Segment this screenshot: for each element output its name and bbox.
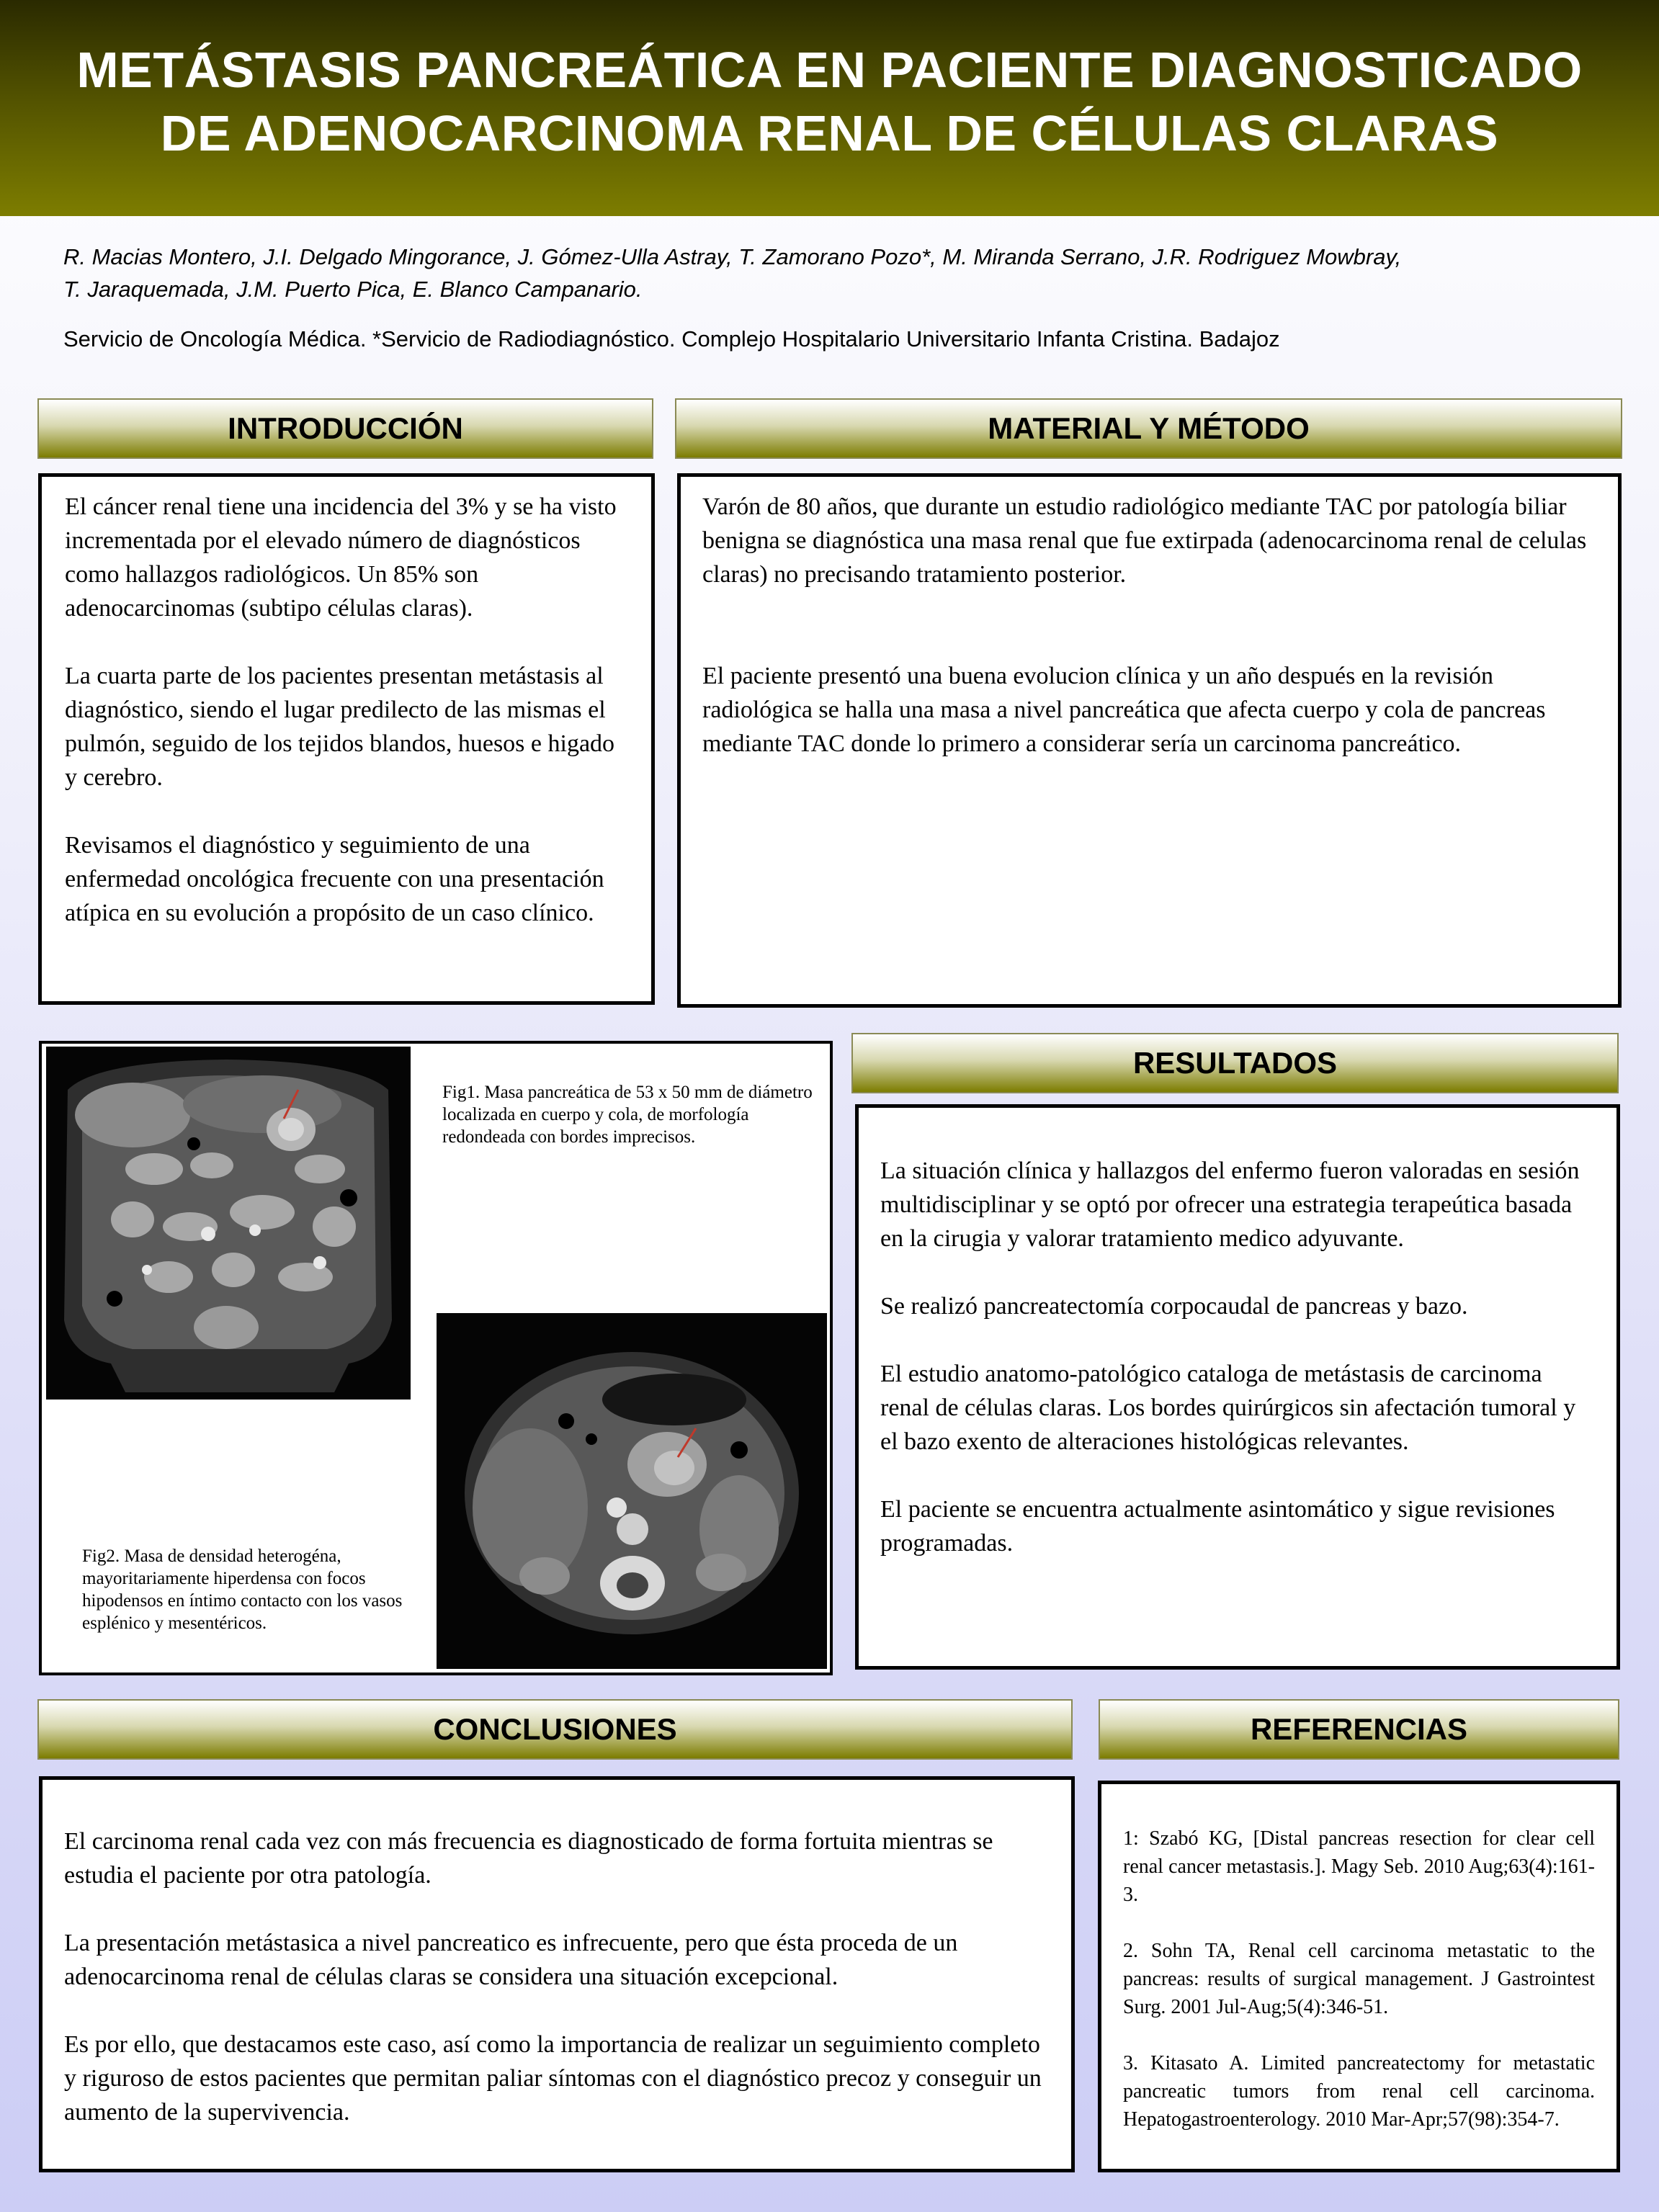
axial-ct-image [437,1313,827,1669]
coronal-ct-image [46,1047,411,1400]
authors-line-2: T. Jaraquemada, J.M. Puerto Pica, E. Blanco Campanario. [63,277,643,302]
results-paragraph-3: El estudio anatomo-patológico cataloga de metástasis de carcinoma renal de células claras. Los bordes quirúrgicos sin afectación tumoral y el bazo exento de alteraciones histológicas relevantes. [880,1361,1576,1455]
reference-3: 3. Kitasato A. Limited pancreatectomy for metastatic pancreatic tumors from renal cell carcinoma. Hepatogastroenterology. 2010 Mar-Apr;57(98):354-7. [1123,2052,1595,2131]
results-box [855,1104,1620,1670]
fig2-caption: Fig2. Masa de densidad heterogéna, mayoritariamente hiperdensa con focos hipodensos en íntimo contacto con los vasos esplénico y mesentéricos. [82,1546,403,1633]
results-paragraph-4: El paciente se encuentra actualmente asintomático y sigue revisiones programadas. [880,1496,1555,1557]
methods-heading: MATERIAL Y MÉTODO [675,398,1622,459]
title-line-2: DE ADENOCARCINOMA RENAL DE CÉLULAS CLARAS [160,105,1499,161]
reference-2: 2. Sohn TA, Renal cell carcinoma metastatic to the pancreas: results of surgical management. J Gastrointest Surg. 2001 Jul-Aug;5(4):346-51. [1123,1940,1595,2018]
conclusions-paragraph-1: El carcinoma renal cada vez con más frecuencia es diagnosticado de forma fortuita mientras se estudia el paciente por otra patología. [64,1828,993,1889]
methods-paragraph-1: Varón de 80 años, que durante un estudio radiológico mediante TAC por patología biliar benigna se diagnóstica una masa renal que fue extirpada (adenocarcinoma renal de celulas claras) no precisando tratamiento posterior. [702,493,1587,588]
intro-paragraph-1: El cáncer renal tiene una incidencia del 3% y se ha visto incrementada por el elevado número de diagnósticos como hallazgos radiológicos. Un 85% son adenocarcinomas (subtipo células claras). [65,493,617,622]
conclusions-paragraph-3: Es por ello, que destacamos este caso, así como la importancia de realizar un seguimiento completo y riguroso de estos pacientes que permitan paliar síntomas con el diagnóstico precoz y conseguir un aumento de la supervivencia. [64,2031,1042,2126]
intro-heading: INTRODUCCIÓN [37,398,653,459]
title-banner [0,0,1659,216]
poster-title [76,38,1582,165]
conclusions-paragraph-2: La presentación metástasica a nivel pancreatico es infrecuente, pero que ésta proceda de un adenocarcinoma renal de células claras se considera una situación excepcional. [64,1930,958,1990]
references-heading: REFERENCIAS [1099,1699,1619,1760]
methods-box [677,473,1622,1008]
intro-paragraph-3: Revisamos el diagnóstico y seguimiento de una enfermedad oncológica frecuente con una presentación atípica en su evolución a propósito de un caso clínico. [65,832,604,926]
results-paragraph-1: La situación clínica y hallazgos del enfermo fueron valoradas en sesión multidisciplinar y se optó por ofrecer una estrategia terapeútica basada en la cirugia y valorar tratamiento medico adyuvante. [880,1158,1580,1252]
references-box [1098,1781,1620,2172]
title-line-1: METÁSTASIS PANCREÁTICA EN PACIENTE DIAGNOSTICADO [76,42,1583,98]
reference-1: 1: Szabó KG, [Distal pancreas resection for clear cell renal cancer metastasis.]. Magy Seb. 2010 Aug;63(4):161-3. [1123,1827,1595,1906]
results-paragraph-2: Se realizó pancreatectomía corpocaudal de pancreas y bazo. [880,1293,1468,1320]
conclusions-heading: CONCLUSIONES [37,1699,1073,1760]
axial-ct-scan [437,1313,827,1669]
methods-paragraph-2: El paciente presentó una buena evolucion clínica y un año después en la revisión radiológica se halla una masa a nivel pancreática que afecta cuerpo y cola de pancreas mediante TAC donde lo primero a considerar sería un carcinoma pancreático. [702,663,1546,757]
coronal-ct-scan [46,1047,411,1400]
results-heading: RESULTADOS [851,1033,1619,1093]
intro-box [38,473,655,1005]
authors-line-1: R. Macias Montero, J.I. Delgado Mingorance, J. Gómez-Ulla Astray, T. Zamorano Pozo*, M. Miranda Serrano, J.R. Rodriguez Mowbray, [63,244,1402,269]
figures-box [39,1041,833,1675]
conclusions-box [39,1776,1075,2172]
authors [63,241,1583,305]
affiliation: Servicio de Oncología Médica. *Servicio de Radiodiagnóstico. Complejo Hospitalario Universitario Infanta Cristina. Badajoz [63,326,1280,351]
fig1-caption: Fig1. Masa pancreática de 53 x 50 mm de diámetro localizada en cuerpo y cola, de morfología redondeada con bordes imprecisos. [442,1083,813,1147]
intro-paragraph-2: La cuarta parte de los pacientes presentan metástasis al diagnóstico, siendo el lugar predilecto de las mismas el pulmón, seguido de los tejidos blandos, huesos e higado y cerebro. [65,663,615,791]
